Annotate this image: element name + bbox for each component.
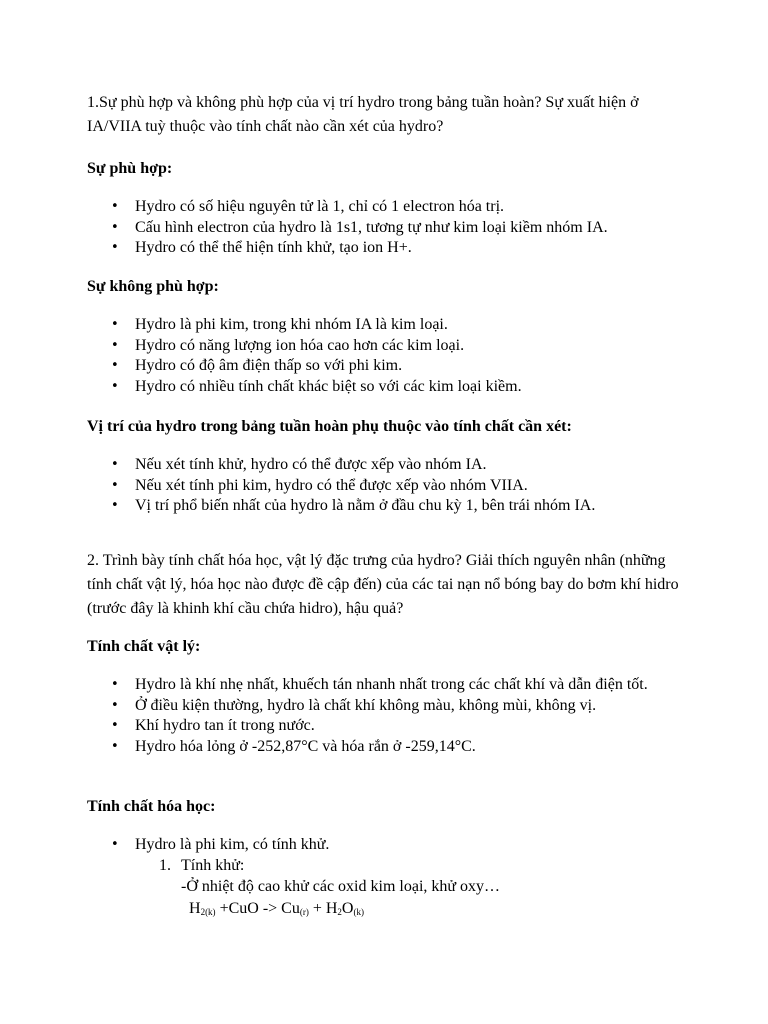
list-fit — [87, 197, 687, 259]
eq-subscript: 2 — [200, 907, 206, 917]
chemical-equation — [189, 899, 364, 922]
list-item: • Hydro có thể thể hiện tính khử, tạo ion H+. — [87, 238, 687, 259]
list-item: • Cấu hình electron của hydro là 1s1, tương tự như kim loại kiềm nhóm IA. — [87, 218, 687, 239]
eq-state: (r) — [299, 907, 309, 917]
list-unfit — [87, 315, 687, 397]
list-item: • Hydro có nhiều tính chất khác biệt so với các kim loại kiềm. — [87, 377, 687, 398]
eq-o: O — [341, 900, 354, 917]
list-item: • Ở điều kiện thường, hydro là chất khí không màu, không mùi, không vị. — [87, 696, 687, 717]
list-physical — [87, 675, 687, 757]
list-item: • Hydro có năng lượng ion hóa cao hơn các kim loại. — [87, 336, 687, 357]
eq-state: (k) — [353, 907, 364, 917]
list-chemical — [87, 835, 687, 856]
list-item: • Hydro có độ âm điện thấp so với phi kim. — [87, 356, 687, 377]
heading-physical: Tính chất vật lý: — [87, 638, 201, 655]
list-item: • Hydro có số hiệu nguyên tử là 1, chỉ có 1 electron hóa trị. — [87, 197, 687, 218]
eq-plus: + H — [308, 900, 338, 917]
sublist-number: 1. — [159, 857, 171, 874]
eq-h: H — [189, 900, 201, 917]
eq-state: (k) — [205, 907, 216, 917]
list-item: • Nếu xét tính phi kim, hydro có thể được xếp vào nhóm VIIA. — [87, 476, 687, 497]
heading-unfit: Sự không phù hợp: — [87, 278, 219, 295]
list-item: • Nếu xét tính khử, hydro có thể được xếp vào nhóm IA. — [87, 455, 687, 476]
heading-chemical: Tính chất hóa học: — [87, 798, 216, 815]
sublist-line: -Ở nhiệt độ cao khử các oxid kim loại, khử oxy… — [181, 878, 501, 895]
list-position — [87, 455, 687, 517]
heading-fit: Sự phù hợp: — [87, 160, 173, 177]
list-item: • Hydro là khí nhẹ nhất, khuếch tán nhanh nhất trong các chất khí và dẫn điện tốt. — [87, 675, 687, 696]
sublist-title: Tính khử: — [181, 857, 245, 874]
list-item: • Khí hydro tan ít trong nước. — [87, 716, 687, 737]
eq-subscript: 2 — [337, 907, 342, 917]
list-item: • Hydro hóa lỏng ở -252,87°C và hóa rắn ở -259,14°C. — [87, 737, 687, 758]
question-1: 1.Sự phù hợp và không phù hợp của vị trí hydro trong bảng tuần hoàn? Sự xuất hiện ở IA/VIIA tuỳ thuộc vào tính chất nào cần xét của hydro? — [87, 94, 639, 135]
question-2: 2. Trình bày tính chất hóa học, vật lý đặc trưng của hydro? Giải thích nguyên nhân (những tính chất vật lý, hóa học nào được đề cập đến) của các tai nạn nổ bóng bay do bơm khí hidro (trước đây là khinh khí cầu chứa hidro), hậu quả? — [87, 552, 679, 617]
eq-mid: +CuO -> Cu — [215, 900, 300, 917]
heading-position: Vị trí của hydro trong bảng tuần hoàn phụ thuộc vào tính chất cần xét: — [87, 418, 572, 435]
list-item: • Hydro là phi kim, có tính khử. — [87, 835, 687, 856]
list-item: • Vị trí phổ biến nhất của hydro là nằm ở đầu chu kỳ 1, bên trái nhóm IA. — [87, 496, 687, 517]
list-item: • Hydro là phi kim, trong khi nhóm IA là kim loại. — [87, 315, 687, 336]
